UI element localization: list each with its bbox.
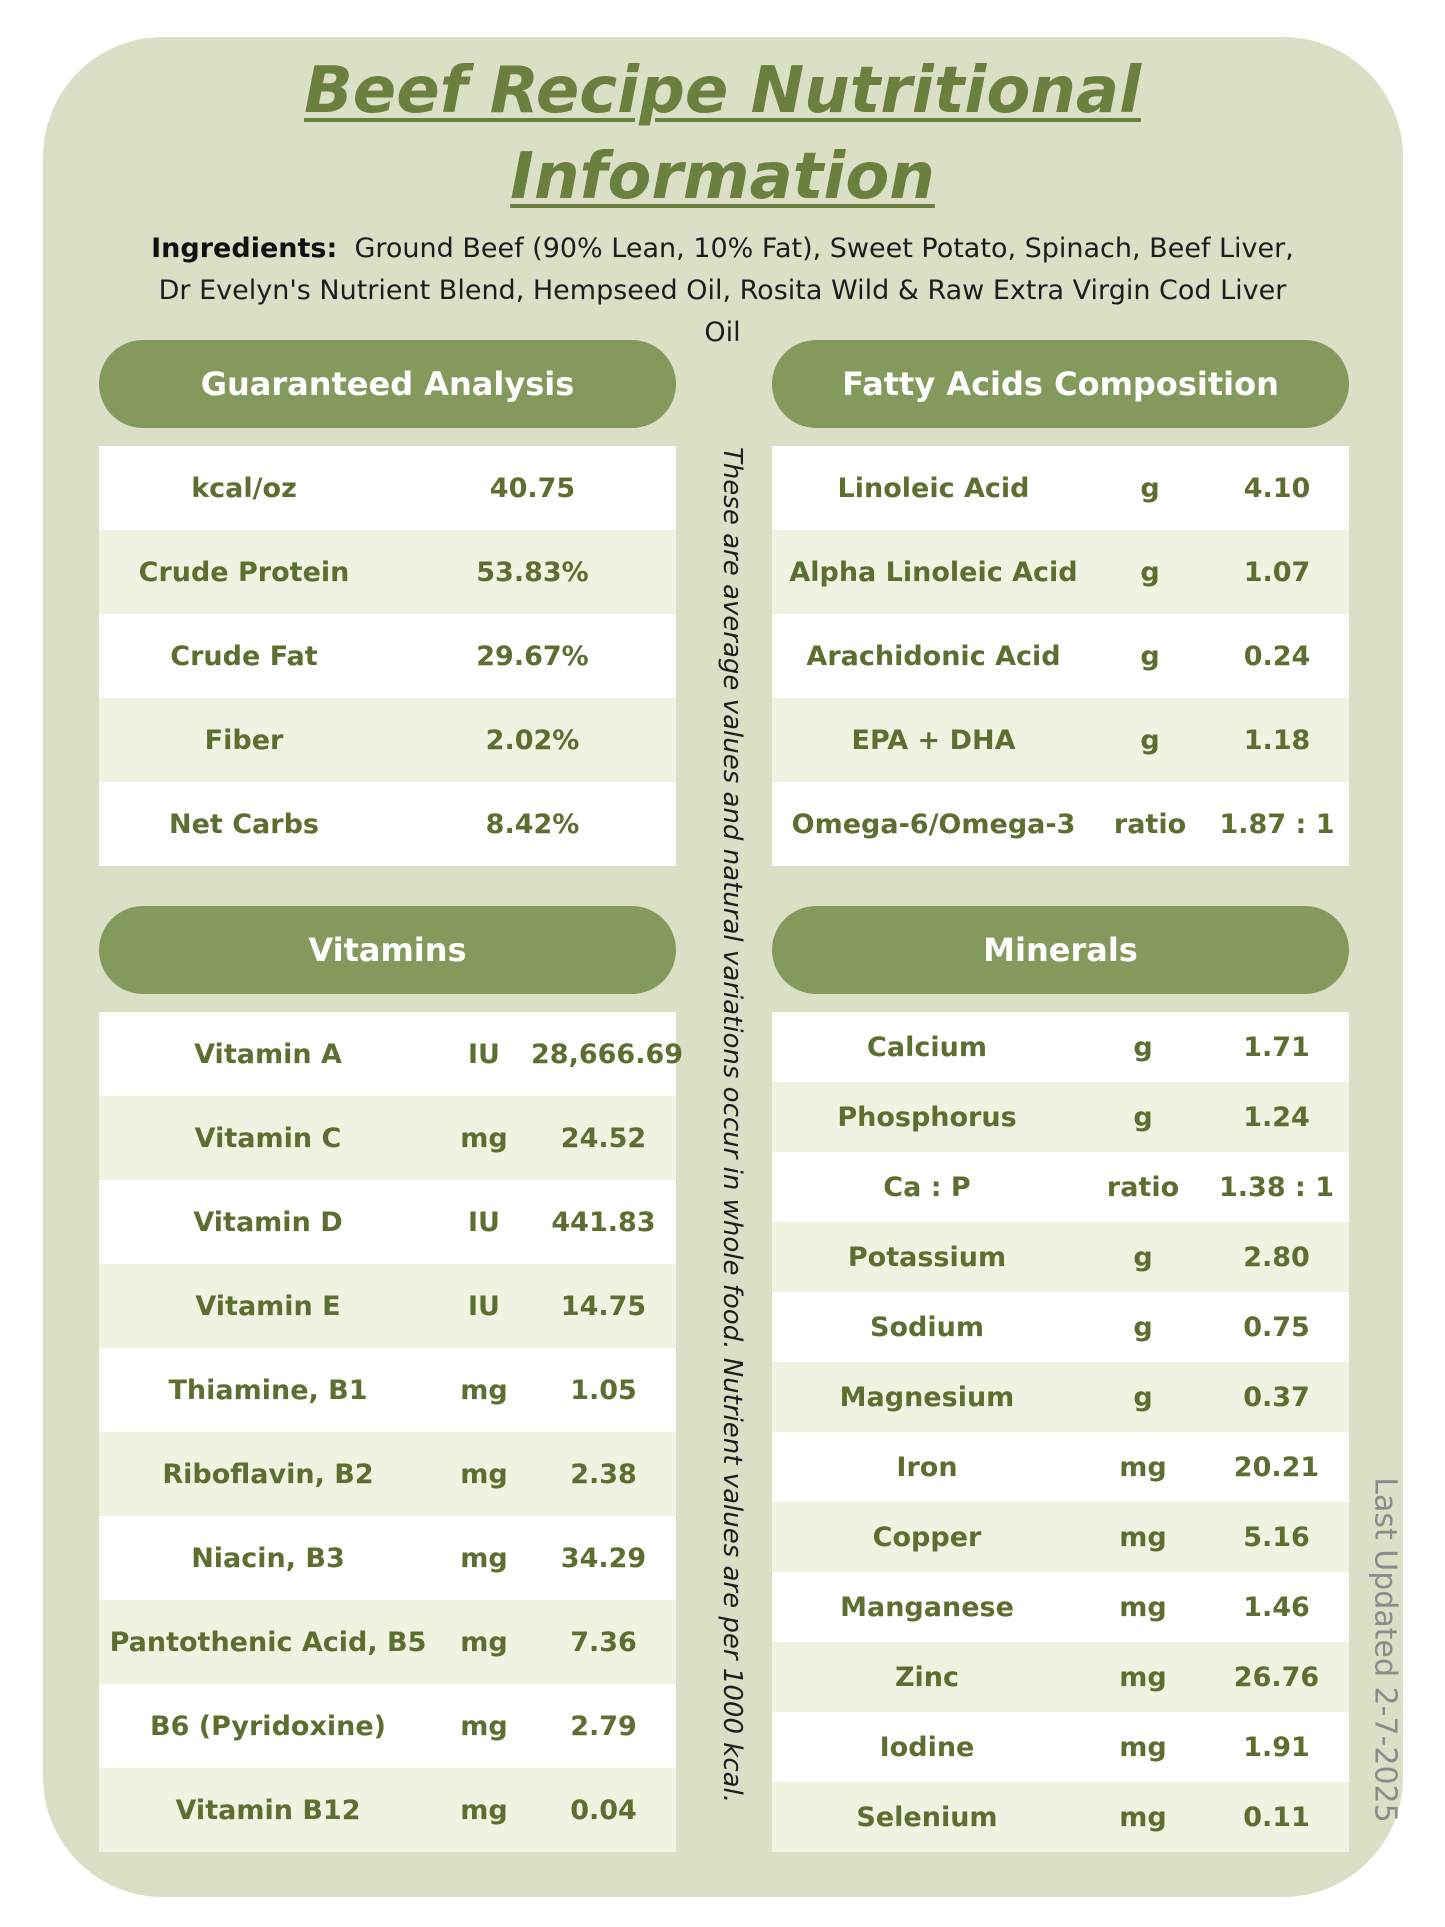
cell-name: Phosphorus	[837, 1101, 1017, 1133]
minerals-header: Minerals	[772, 906, 1349, 994]
table-row	[99, 1600, 676, 1684]
cell-value: 5.16	[1243, 1521, 1310, 1553]
cell-name: Vitamin B12	[175, 1794, 361, 1826]
table-row	[772, 1572, 1349, 1642]
cell-unit: g	[1140, 724, 1160, 756]
table-row	[772, 698, 1349, 782]
cell-name: Arachidonic Acid	[806, 640, 1061, 672]
table-row	[99, 1348, 676, 1432]
table-row	[772, 614, 1349, 698]
cell-name: Vitamin A	[194, 1038, 342, 1070]
cell-value: 2.02%	[485, 724, 580, 756]
cell-value: 0.11	[1243, 1801, 1310, 1833]
cell-value: 2.79	[570, 1710, 637, 1742]
cell-unit: mg	[460, 1542, 508, 1574]
cell-name: Selenium	[856, 1801, 998, 1833]
cell-value: 26.76	[1233, 1661, 1320, 1693]
cell-value: 441.83	[551, 1206, 656, 1238]
guaranteed-analysis-header: Guaranteed Analysis	[99, 340, 676, 428]
vitamins-header: Vitamins	[99, 906, 676, 994]
cell-name: Zinc	[894, 1661, 960, 1693]
cell-name: Alpha Linoleic Acid	[789, 556, 1078, 588]
cell-value: 40.75	[489, 472, 576, 504]
cell-value: 7.36	[570, 1626, 637, 1658]
fatty-acids-table	[772, 446, 1349, 866]
cell-value: 1.38 : 1	[1218, 1171, 1334, 1203]
cell-value: 34.29	[560, 1542, 647, 1574]
cell-unit: g	[1133, 1311, 1153, 1343]
fatty-acids-header: Fatty Acids Composition	[772, 340, 1349, 428]
cell-unit: mg	[1119, 1731, 1167, 1763]
cell-value: 14.75	[560, 1290, 647, 1322]
page-title-line-2: Information	[510, 140, 935, 214]
cell-value: 1.07	[1243, 556, 1311, 588]
cell-unit: ratio	[1113, 808, 1187, 840]
table-row	[772, 1222, 1349, 1292]
cell-unit: g	[1140, 640, 1160, 672]
cell-unit: IU	[468, 1038, 500, 1070]
cell-name: B6 (Pyridoxine)	[150, 1710, 386, 1742]
cell-name: Vitamin D	[193, 1206, 343, 1238]
cell-name: Linoleic Acid	[837, 472, 1030, 504]
cell-unit: mg	[460, 1710, 508, 1742]
table-row	[99, 1012, 684, 1096]
cell-unit: ratio	[1106, 1171, 1180, 1203]
cell-unit: mg	[1119, 1521, 1167, 1553]
cell-value: 1.46	[1243, 1591, 1310, 1623]
cell-unit: g	[1133, 1241, 1153, 1273]
cell-name: Copper	[872, 1521, 982, 1553]
cell-unit: mg	[1119, 1591, 1167, 1623]
ingredients-label: Ingredients:	[151, 233, 338, 264]
table-row	[99, 698, 676, 782]
cell-name: Vitamin E	[195, 1290, 341, 1322]
cell-value: 1.24	[1243, 1101, 1310, 1133]
cell-value: 1.87 : 1	[1219, 808, 1335, 840]
cell-name: Omega-6/Omega-3	[791, 808, 1076, 840]
table-row	[772, 1152, 1349, 1222]
cell-name: Iron	[896, 1451, 958, 1483]
cell-value: 28,666.69	[531, 1038, 684, 1070]
cell-value: 1.71	[1243, 1031, 1310, 1063]
cell-unit: g	[1140, 556, 1160, 588]
cell-name: Thiamine, B1	[168, 1374, 368, 1406]
table-row	[99, 1516, 676, 1600]
cell-value: 0.24	[1243, 640, 1311, 672]
table-row	[99, 446, 676, 530]
cell-value: 1.91	[1243, 1731, 1310, 1763]
table-row	[99, 530, 676, 614]
cell-name: Potassium	[847, 1241, 1007, 1273]
cell-name: EPA + DHA	[851, 724, 1016, 756]
vitamins-table	[99, 1012, 684, 1852]
cell-unit: mg	[460, 1458, 508, 1490]
table-row	[772, 1712, 1349, 1782]
cell-unit: mg	[1119, 1451, 1167, 1483]
cell-unit: g	[1133, 1381, 1153, 1413]
cell-value: 24.52	[560, 1122, 647, 1154]
cell-name: Sodium	[870, 1311, 984, 1343]
values-note	[712, 430, 752, 1820]
cell-name: Manganese	[840, 1591, 1014, 1623]
table-row	[772, 1012, 1349, 1082]
cell-name: Fiber	[204, 724, 284, 756]
cell-name: Niacin, B3	[191, 1542, 345, 1574]
table-row	[772, 446, 1349, 530]
table-row	[772, 1502, 1349, 1572]
cell-value: 2.80	[1243, 1241, 1310, 1273]
cell-value: 20.21	[1233, 1451, 1320, 1483]
cell-unit: IU	[468, 1206, 500, 1238]
table-row	[772, 1782, 1349, 1852]
table-row	[772, 530, 1349, 614]
cell-name: Magnesium	[839, 1381, 1015, 1413]
cell-name: kcal/oz	[191, 472, 297, 504]
cell-unit: g	[1133, 1031, 1153, 1063]
ingredients-text	[150, 228, 1295, 354]
values-note-text: These are average values and natural variations occur in whole food. Nutrient values are per 1000 kcal.	[717, 446, 747, 1804]
cell-unit: mg	[1119, 1661, 1167, 1693]
cell-name: Calcium	[867, 1031, 987, 1063]
cell-value: 0.37	[1243, 1381, 1310, 1413]
table-row	[99, 782, 676, 866]
last-updated	[1360, 1477, 1410, 1823]
cell-value: 4.10	[1243, 472, 1311, 504]
cell-name: Net Carbs	[169, 808, 319, 840]
table-row	[772, 1432, 1349, 1502]
table-row	[772, 782, 1349, 866]
table-row	[772, 1642, 1349, 1712]
cell-value: 2.38	[570, 1458, 637, 1490]
cell-value: 29.67%	[476, 640, 589, 672]
table-row	[99, 1264, 676, 1348]
table-row	[99, 1180, 676, 1264]
minerals-table	[772, 1012, 1349, 1852]
table-row	[772, 1292, 1349, 1362]
table-row	[772, 1362, 1349, 1432]
cell-unit: g	[1133, 1101, 1153, 1133]
table-row	[99, 614, 676, 698]
page-title-line-1: Beef Recipe Nutritional	[304, 54, 1141, 128]
cell-unit: mg	[460, 1626, 508, 1658]
guaranteed-analysis-table	[99, 446, 676, 866]
cell-name: Riboflavin, B2	[162, 1458, 374, 1490]
cell-unit: mg	[460, 1374, 508, 1406]
cell-unit: mg	[460, 1794, 508, 1826]
table-row	[99, 1768, 676, 1852]
cell-name: Crude Fat	[170, 640, 318, 672]
last-updated-text: Last Updated 2-7-2025	[1367, 1477, 1403, 1823]
cell-name: Ca : P	[883, 1171, 971, 1203]
cell-value: 53.83%	[476, 556, 589, 588]
cell-value: 1.05	[570, 1374, 637, 1406]
cell-unit: IU	[468, 1290, 500, 1322]
cell-name: Pantothenic Acid, B5	[109, 1626, 427, 1658]
ingredients-list: Ground Beef (90% Lean, 10% Fat), Sweet Potato, Spinach, Beef Liver, Dr Evelyn's Nutrient Blend, Hempseed Oil, Rosita Wild & Raw Extra Virgin Cod Liver Oil	[158, 233, 1294, 348]
table-row	[99, 1432, 676, 1516]
cell-value: 0.04	[570, 1794, 637, 1826]
cell-name: Vitamin C	[194, 1122, 342, 1154]
table-row	[99, 1684, 676, 1768]
table-row	[772, 1082, 1349, 1152]
cell-unit: g	[1140, 472, 1160, 504]
cell-name: Iodine	[879, 1731, 975, 1763]
cell-value: 8.42%	[485, 808, 580, 840]
table-row	[99, 1096, 676, 1180]
cell-value: 1.18	[1243, 724, 1311, 756]
cell-unit: mg	[460, 1122, 508, 1154]
cell-value: 0.75	[1243, 1311, 1310, 1343]
cell-name: Crude Protein	[138, 556, 350, 588]
cell-unit: mg	[1119, 1801, 1167, 1833]
